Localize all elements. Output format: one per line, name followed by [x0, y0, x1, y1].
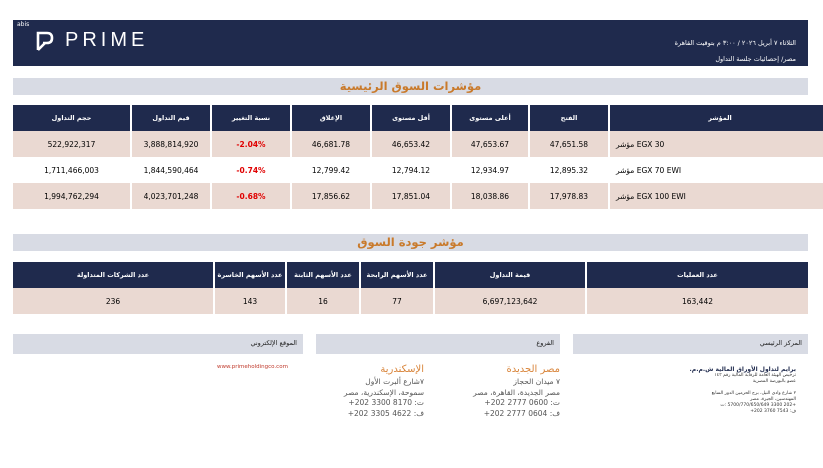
branch-heliopolis-fax: ف: 0604 2777 202+	[483, 408, 560, 418]
cell-unchanged: 16	[287, 288, 359, 314]
indices-title: مؤشرات السوق الرئيسية	[339, 79, 482, 93]
prime-logo	[35, 29, 148, 52]
cell-open: 12,895.32	[530, 157, 608, 183]
col-trade-value: قيمة التداول	[435, 262, 585, 288]
col-value: قيم التداول	[132, 105, 210, 131]
hq-fax: ف: 7543 3760 202+	[750, 409, 796, 414]
branch-alexandria-line: ٧شارع ألبرت الأول	[365, 377, 424, 386]
col-companies-traded: عدد الشركات المتداولة	[13, 262, 213, 288]
prime-logo-icon	[35, 30, 55, 52]
branch-heliopolis-line: ٧ ميدان الحجاز	[513, 377, 560, 386]
table-row	[13, 131, 823, 157]
branch-heliopolis-name: مصر الجديدة	[506, 364, 560, 375]
branches-header	[316, 334, 560, 354]
cell-close: 17,856.62	[292, 183, 370, 209]
branch-heliopolis	[436, 364, 560, 419]
table-row	[13, 288, 808, 314]
cell-index-name: مؤشر EGX 100 EWI	[610, 183, 823, 209]
cell-gainers: 77	[361, 288, 433, 314]
hq-license: ترخيص الهيئة العامة للرقابة المالية رقم ١٤٣	[714, 373, 796, 378]
hq-details	[640, 366, 796, 415]
hq-label: المركز الرئيسي	[759, 339, 802, 347]
indices-header-row	[13, 105, 823, 131]
cell-change: -2.04%	[212, 131, 290, 157]
col-change: نسبة التغيير	[212, 105, 290, 131]
cell-trade-value: 6,697,123,642	[435, 288, 585, 314]
col-high: أعلى مستوى	[452, 105, 528, 131]
website-link[interactable]: www.primeholdingco.com	[217, 364, 288, 370]
cell-transactions: 163,442	[587, 288, 808, 314]
col-index: المؤشر	[610, 105, 823, 131]
cell-change: -0.74%	[212, 157, 290, 183]
cell-value: 4,023,701,248	[132, 183, 210, 209]
indices-table	[11, 105, 823, 209]
cell-low: 12,794.12	[372, 157, 450, 183]
quality-title: مؤشر جودة السوق	[357, 235, 464, 249]
branch-alexandria-fax: ف: 4622 3305 202+	[347, 408, 424, 418]
hq-phone: +202 3300 5700/770/650/649 :ت	[720, 403, 796, 408]
cell-volume: 522,922,317	[13, 131, 130, 157]
cell-losers: 143	[215, 288, 285, 314]
cell-high: 47,653.67	[452, 131, 528, 157]
cell-open: 47,651.58	[530, 131, 608, 157]
website-header	[13, 334, 303, 354]
cell-low: 46,653.42	[372, 131, 450, 157]
website-label: الموقع الإلكتروني	[250, 339, 297, 347]
cell-value: 1,844,590,464	[132, 157, 210, 183]
branch-alexandria-phone: ت: 8170 3300 202+	[348, 398, 424, 407]
hq-header	[573, 334, 808, 354]
cell-high: 12,934.97	[452, 157, 528, 183]
cell-index-name: مؤشر EGX 70 EWI	[610, 157, 823, 183]
cell-open: 17,978.83	[530, 183, 608, 209]
col-gainers: عدد الأسهم الرابحة	[361, 262, 433, 288]
col-open: الفتح	[530, 105, 608, 131]
logo-text: PRIME	[65, 29, 149, 51]
header-date: الثلاثاء ٧ أبريل ٢٠٢٦ / ٣:٠٠ م بتوقيت القاهرة	[674, 39, 796, 47]
hq-company-name: برايم لتداول الأوراق المالية ش.م.م.	[689, 366, 796, 373]
hq-address: ٢ شارع وادي النيل، برج الحرمين الدور السابع	[711, 391, 796, 396]
col-volume: حجم التداول	[13, 105, 130, 131]
branch-heliopolis-phone: ت: 0600 2777 202+	[484, 398, 560, 407]
cell-companies-traded: 236	[13, 288, 213, 314]
cell-value: 3,888,814,920	[132, 131, 210, 157]
branch-heliopolis-line: مصر الجديدة، القاهرة، مصر	[473, 387, 560, 397]
col-low: أقل مستوى	[372, 105, 450, 131]
branches-label: الفروع	[536, 339, 554, 347]
cell-high: 18,038.86	[452, 183, 528, 209]
cell-change: -0.68%	[212, 183, 290, 209]
table-row	[13, 157, 823, 183]
table-row	[13, 183, 823, 209]
page-header	[13, 20, 808, 66]
cell-close: 46,681.78	[292, 131, 370, 157]
col-unchanged: عدد الأسهم الثابتة	[287, 262, 359, 288]
quality-header-row	[13, 262, 808, 288]
branch-alexandria	[300, 364, 424, 419]
cell-low: 17,851.04	[372, 183, 450, 209]
col-close: الإغلاق	[292, 105, 370, 131]
quality-section-bar	[13, 234, 808, 251]
header-corner-text: abis	[17, 21, 30, 28]
col-transactions: عدد العمليات	[587, 262, 808, 288]
hq-address-city: المهندسين، الجيزة، مصر	[750, 397, 796, 402]
cell-index-name: مؤشر EGX 30	[610, 131, 823, 157]
cell-volume: 1,994,762,294	[13, 183, 130, 209]
cell-close: 12,799.42	[292, 157, 370, 183]
branch-alexandria-line: سموحة، الإسكندرية، مصر	[343, 387, 424, 397]
cell-volume: 1,711,466,003	[13, 157, 130, 183]
col-losers: عدد الأسهم الخاسرة	[215, 262, 285, 288]
branch-alexandria-name: الإسكندرية	[380, 364, 424, 375]
indices-section-bar	[13, 78, 808, 95]
quality-table	[11, 262, 810, 314]
header-subtitle: مصر/ إحصائيات جلسة التداول	[715, 55, 796, 63]
hq-membership: عضو بالبورصة المصرية	[752, 379, 796, 384]
